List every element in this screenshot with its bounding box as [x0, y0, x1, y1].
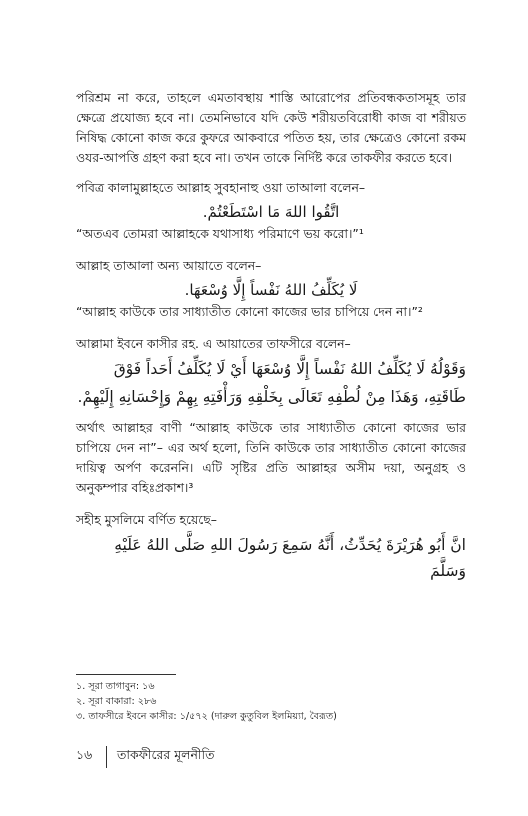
arabic-tafsir-line-1: وَقَوْلُهُ لَا يُكَلِّفُ اللهُ نَفْساً إِلَّا وُسْعَهَا أَيْ لَا يُكَلِّفُ أَحَداً فَوْقَ [113, 360, 466, 378]
page-number: ১৬ [76, 747, 93, 762]
arabic-tafsir-line-2: طَاقَتِهِ، وَهَذَا مِنْ لُطْفِهِ تَعَالَى بِخَلْقِهِ وَرَأْفَتِهِ بِهِمْ وَإِحْسَانِهِ إِلَيْهِمْ. [77, 388, 466, 406]
footer-divider [106, 746, 107, 768]
arabic-hadith-line: انَّ أَبُو هُرَيْرَةَ يُحَدِّثُ، أَنَّهُ سَمِعَ رَسُولَ اللهِ صَلَّى اللهُ عَلَيْهِ وَسَلَّمَ [114, 536, 466, 580]
footnote-2: ২. সূরা বাকারা: ২৮৬ [76, 696, 157, 707]
footnote-1: ১. সূরা তাগাবুন: ১৬ [76, 681, 155, 692]
footnote-rule [76, 674, 176, 675]
page-body [76, 88, 466, 584]
arabic-verse-1: اتَّقُوا اللهَ مَا اسْتَطَعْتُمْ. [202, 203, 340, 221]
translation-quote-1: “অতএব তোমরা আল্লাহকে যথাসাধ্য পরিমাণে ভয় করো।”¹ [76, 226, 364, 241]
paragraph-1: পরিশ্রম না করে, তাহলে এমতাবস্থায় শাস্তি আরোপের প্রতিবন্ধকতাসমূহ তার ক্ষেত্রে প্রযোজ্য হবে না। তেমনিভাবে যদি কেউ শরীয়তবিরোধী কাজ বা শরীয়ত নিষিদ্ধ কোনো কাজ করে কুফরে আকবারে পতিত হয়, তার ক্ষেত্রেও কোনো রকম ওযর-আপত্তি গ্রহণ করা হবে না। তখন তাকে নির্দিষ্ট করে তাকফীর করতে হবে। [76, 90, 466, 165]
lead-line-2: আল্লাহ তাআলা অন্য আয়াতে বলেন– [76, 258, 262, 273]
paragraph-2: অর্থাৎ আল্লাহর বাণী “আল্লাহ কাউকে তার সাধ্যাতীত কোনো কাজের ভার চাপিয়ে দেন না”– এর অর্থ হলো, তিনি কাউকে তার সাধ্যাতীত কোনো কাজের দায়িত্ব অর্পণ করেননি। এটি সৃষ্টির প্রতি আল্লাহর অসীম দয়া, অনুগ্রহ ও অনুকম্পার বহিঃপ্রকাশ।³ [76, 420, 466, 495]
running-title: তাকফীরের মূলনীতি [117, 747, 215, 762]
footnotes [76, 674, 466, 724]
lead-line-4: সহীহ মুসলিমে বর্ণিত হয়েছে– [76, 512, 217, 527]
arabic-verse-2: لَا يُكَلِّفُ اللهُ نَفْساً إِلَّا وُسْعَهَا. [184, 281, 358, 299]
lead-line-1: পবিত্র কালামুল্লাহতে আল্লাহ সুবহানাহু ওয়া তাআলা বলেন– [76, 180, 366, 195]
lead-line-3: আল্লামা ইবনে কাসীর রহ. এ আয়াতের তাফসীরে বলেন– [76, 336, 351, 351]
footnote-3: ৩. তাফসীরে ইবনে কাসীর: ১/৫৭২ (দারুল কুতুবিল ইলমিয়্যা, বৈরূত) [76, 711, 337, 722]
translation-quote-2: “আল্লাহ কাউকে তার সাধ্যাতীত কোনো কাজের ভার চাপিয়ে দেন না।”² [76, 304, 423, 319]
page-footer [76, 746, 214, 768]
